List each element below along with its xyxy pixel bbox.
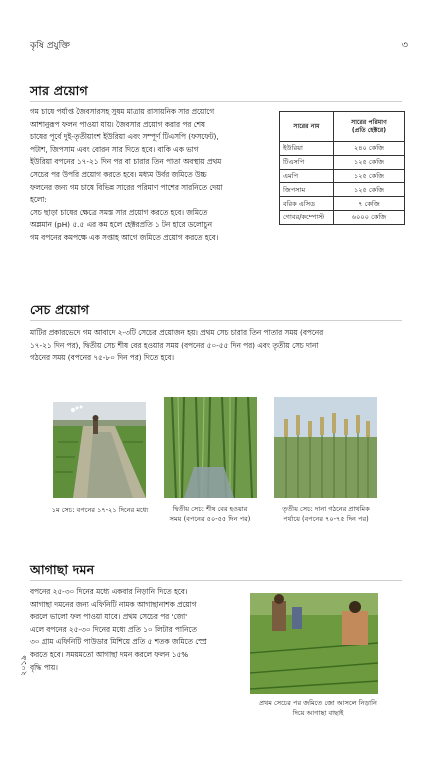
fertilizer-name: ইউরিয়া xyxy=(280,142,334,156)
table-row xyxy=(280,169,405,183)
column-header-name: সারের নাম xyxy=(280,112,334,142)
table-header-row xyxy=(280,112,405,142)
text-line: ৩০ গ্রাম এফিনিটি পাউডার মিশিয়ে প্রতি ৫ শতক জমিতে স্প্রে xyxy=(30,637,207,647)
fertilizer-name: বরিক এসিড xyxy=(280,197,334,211)
text-line: গম বপনের কমপক্ষে এক সপ্তাহ আগে জমিতে প্রয়োগ করতে হবে। xyxy=(30,232,219,242)
fertilizer-paragraph xyxy=(30,106,272,245)
header-line: সারের পরিমাণ xyxy=(351,118,387,126)
text-line: বৃদ্ধি পায়। xyxy=(30,662,58,672)
fertilizer-name: গোবর/কম্পোস্ট xyxy=(280,210,334,224)
fertilizer-name: টিএসপি xyxy=(280,155,334,169)
text-line: গম চাষে পর্যাপ্ত জৈবসারসহ সুষম মাত্রায় রাসায়নিক সার প্রয়োগে xyxy=(30,107,215,116)
fertilizer-amount: ১২৫ কেজি xyxy=(334,155,405,169)
section-title-weed: আগাছা দমন xyxy=(30,562,95,577)
irrigation-paragraph xyxy=(30,327,402,365)
third-irrigation-photo xyxy=(274,397,377,498)
fertilizer-amount: ১২৫ কেজি xyxy=(334,169,405,183)
caption-photo-2 xyxy=(150,504,270,524)
section-divider xyxy=(30,320,402,321)
mature-wheat-image xyxy=(274,397,377,498)
table-row xyxy=(280,197,405,211)
text-line: সেচ ছাড়া চাষের ক্ষেত্রে সমস্ত সার প্রয়োগ করতে হবে। জমিতে xyxy=(30,207,208,217)
text-line: ইউরিয়া বপনের ১৭-২১ দিন পর বা চারার তিন পাতা অবস্থায় প্রথম xyxy=(30,157,222,167)
caption-photo-3 xyxy=(266,504,386,524)
fertilizer-amount: ৭ কেজি xyxy=(334,197,405,211)
text-line: সেচের পর উপরি প্রয়োগ করতে হবে। মধ্যম উর্বর জমিতে উচ্চ xyxy=(30,169,207,179)
section-divider xyxy=(30,101,402,102)
table-row xyxy=(280,183,405,197)
fertilizer-table xyxy=(279,111,405,225)
fertilizer-name: এমপি xyxy=(280,169,334,183)
section-title-irrigation: সেচ প্রয়োগ xyxy=(30,302,90,317)
column-header-amount xyxy=(334,112,405,142)
text-line: চাষের পূর্বে দুই-তৃতীয়াংশ ইউরিয়া এবং সম্পূর্ণ টিএসপি (ফসফেট), xyxy=(30,132,219,142)
text-line: করতে হবে। সময়মতো আগাছা দমন করলে ফলন ১৫% xyxy=(30,649,189,659)
fertilizer-amount: ২৪০ কেজি xyxy=(334,142,405,156)
field-image xyxy=(53,402,146,498)
text-line: করলে ভালো ফল পাওয়া যাবে। প্রথম সেচের পর 'জো' xyxy=(30,612,188,622)
wheat-heading-image xyxy=(164,397,257,498)
text-line: গঠনের সময় (বপনের ৭৫-৮০ দিন পর) দিতে হবে। xyxy=(30,353,174,363)
text-line: আশানুরূপ ফলন পাওয়া যায়। জৈবসার প্রয়োগ করার পর শেষ xyxy=(30,119,205,129)
section-divider xyxy=(30,580,402,581)
page-header xyxy=(30,38,408,52)
fertilizer-amount: ১২৫ কেজি xyxy=(334,183,405,197)
weed-paragraph xyxy=(30,586,246,674)
text-line: অম্লমান (pH) ৫.৫ এর কম হলে হেক্টরপ্রতি ১ টন হারে ডলোচুন xyxy=(30,220,212,230)
header-line: (প্রতি হেক্টরে) xyxy=(351,126,387,134)
text-line: ফলনের জন্য গম চাষে বিভিন্ন সারের পরিমাণ পাশের সারনিতে দেয়া xyxy=(30,182,223,192)
caption-line: সময় (বপনের ৫০-৫৫ দিন পর) xyxy=(169,515,251,523)
section-title-fertilizer: সার প্রয়োগ xyxy=(30,83,88,98)
text-line: ১৭-২১ দিন পর), দ্বিতীয় সেচ শীষ বের হওয়ার সময় (বপনের ৫০-৫৫ দিন পর) এবং তৃতীয় সেচ দানা xyxy=(30,340,319,350)
side-page-mark: ২০১৯ xyxy=(19,655,28,676)
running-head: কৃষি প্রযুক্তি xyxy=(30,41,70,51)
first-irrigation-photo xyxy=(53,402,146,498)
page-number: ৩ xyxy=(401,40,408,51)
text-line: মাটির প্রকারভেদে গম আবাদে ২-৩টি সেচের প্রয়োজন হয়। প্রথম সেচ চারার তিন পাতার সময় (বপনের xyxy=(30,328,324,337)
table-row xyxy=(280,142,405,156)
weeding-image xyxy=(250,593,378,694)
table-row xyxy=(280,210,405,224)
caption-line: দ্বিতীয় সেচ: শীষ বের হওয়ার xyxy=(172,505,248,513)
caption-line: পর্যায়ে (বপনের ৭০-৭৫ দিন পর) xyxy=(283,515,369,523)
second-irrigation-photo xyxy=(164,397,257,498)
weeding-photo xyxy=(250,593,378,694)
caption-line: প্রথম সেচের পর জমিতে জো আসলে নিড়ানি xyxy=(259,699,377,707)
text-line: বপনের ২৫-৩০ দিনের মধ্যে একবার নিড়ানি দিতে হবে। xyxy=(30,587,188,596)
text-line: এলে বপনের ২৫-৩০ দিনের মধ্যে প্রতি ১০ লিটার পানিতে xyxy=(30,624,197,634)
text-line: আগাছা দমনের জন্য এফিনিটি নামক আগাছানাশক প্রয়োগ xyxy=(30,599,197,609)
caption-line: দিয়ে আগাছা বাছাই xyxy=(292,709,344,717)
text-line: হলো: xyxy=(30,195,47,205)
caption-weeding xyxy=(238,698,398,718)
text-line: পটাশ, জিপসাম এবং বোরন সার দিতে হবে। বাকি এক ভাগ xyxy=(30,144,199,154)
table-row xyxy=(280,155,405,169)
fertilizer-amount: ৬০০০ কেজি xyxy=(334,210,405,224)
caption-photo-1: ১ম সেচ: বপনের ১৭-২১ দিনের মধ্যে xyxy=(51,506,149,514)
caption-line: তৃতীয় সেচ: দানা গঠনের প্রাথমিক xyxy=(282,505,370,513)
fertilizer-name: জিপসাম xyxy=(280,183,334,197)
